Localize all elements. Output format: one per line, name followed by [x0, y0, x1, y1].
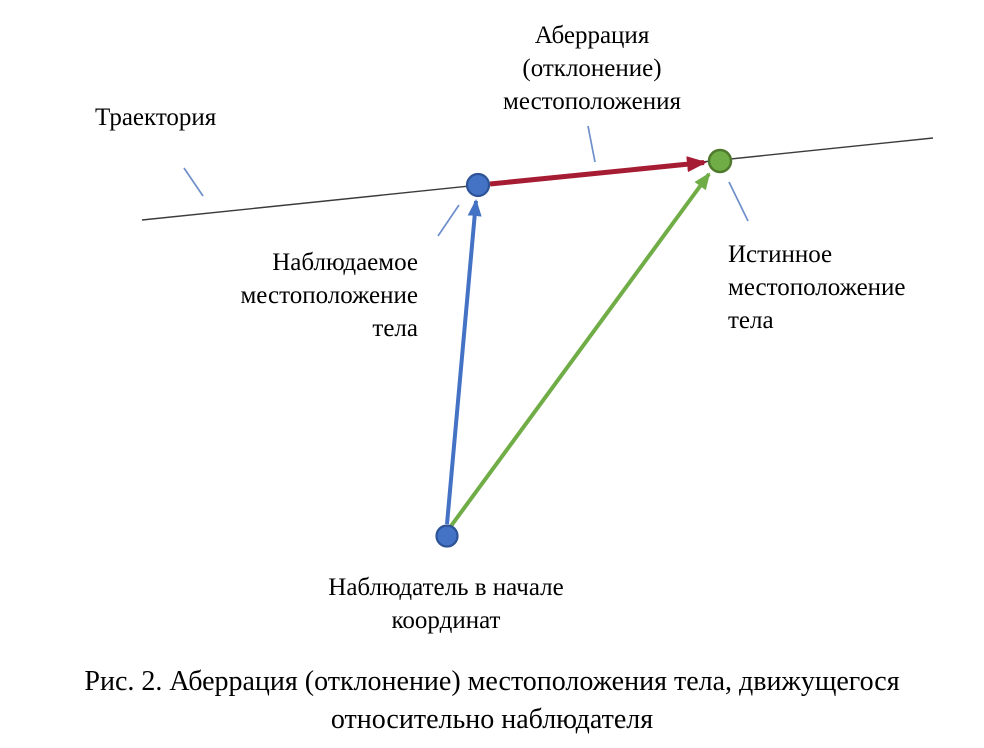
true-position-label-line2: местоположение [728, 274, 906, 301]
observed-position-label [188, 246, 418, 345]
true-position-label-line3: тела [728, 307, 774, 334]
aberration-arrow [490, 163, 704, 185]
true-position-dot [709, 150, 731, 172]
observer-label [296, 571, 596, 637]
true-position-label [728, 238, 906, 337]
observed-position-label-line1: Наблюдаемое [272, 249, 418, 276]
true-position-label-line1: Истинное [728, 241, 833, 268]
trajectory-label: Траектория [95, 104, 217, 131]
observer-label-line2: координат [391, 607, 501, 634]
aberration-label-line1: Аберрация [534, 22, 650, 49]
observed-position-dot [467, 174, 489, 196]
trajectory-leader-line [184, 168, 203, 196]
figure-caption-line2: относительно наблюдателя [330, 704, 654, 735]
aberration-label [442, 19, 742, 118]
true-vector-arrow [451, 174, 709, 526]
observed-position-label-line3: тела [372, 315, 418, 342]
observer-label-line1: Наблюдатель в начале [328, 574, 564, 601]
true-leader-line [729, 182, 748, 221]
observer-dot [437, 526, 458, 547]
observed-vector-arrow [447, 201, 476, 524]
observed-leader-line [438, 205, 459, 236]
aberration-label-line3: местоположения [503, 88, 681, 115]
figure-caption [0, 663, 984, 739]
figure-caption-line1: Рис. 2. Аберрация (отклонение) местоположения тела, движущегося [84, 666, 900, 697]
observed-position-label-line2: местоположение [240, 282, 418, 309]
aberration-label-line2: (отклонение) [522, 55, 662, 82]
aberration-leader-line [588, 126, 595, 162]
